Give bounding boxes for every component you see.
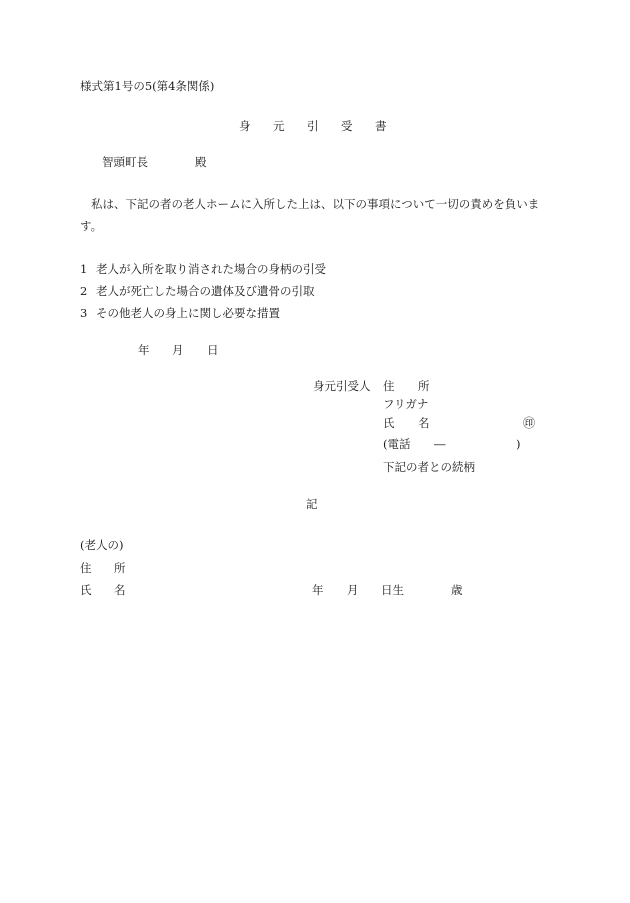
title-char: 引	[307, 119, 319, 133]
item-number: 3	[80, 306, 88, 320]
body-line: 私は、下記の者の老人ホームに入所した上は、以下の事項について一切の責めを負いま	[91, 197, 540, 211]
title-char: 書	[375, 119, 387, 133]
guarantor-relation: 下記の者との続柄	[383, 460, 475, 474]
date-year: 年	[138, 343, 150, 357]
guarantor-phone-dash: ―	[434, 437, 446, 451]
elder-address-char: 住	[80, 561, 92, 575]
form-number: 様式第1号の5(第4条関係)	[80, 79, 215, 93]
item-text: 老人が死亡した場合の遺体及び遺骨の引取	[96, 284, 315, 298]
guarantor-furigana: フリガナ	[383, 397, 429, 411]
elder-birth-month: 月	[347, 583, 359, 597]
elder-name-char: 名	[114, 583, 126, 597]
title-char: 身	[239, 119, 251, 133]
item-text: 老人が入所を取り消された場合の身柄の引受	[96, 262, 326, 276]
item-text: その他老人の身上に関し必要な措置	[96, 306, 280, 320]
guarantor-address-char: 所	[418, 379, 430, 393]
elder-address-char: 所	[114, 561, 126, 575]
guarantor-phone-close: )	[516, 437, 521, 451]
addressee-name: 智頭町長	[102, 155, 148, 169]
elder-birth-day: 日生	[381, 583, 404, 597]
guarantor-phone-open: (電話	[383, 437, 411, 451]
seal-mark: ㊞	[523, 416, 536, 430]
guarantor-name-char: 名	[418, 416, 430, 430]
title-char: 元	[273, 119, 285, 133]
item-number: 1	[80, 262, 88, 276]
addressee-honorific: 殿	[195, 155, 207, 169]
elder-age: 歳	[451, 583, 463, 597]
elder-label: (老人の)	[80, 538, 124, 552]
date-day: 日	[207, 343, 219, 357]
elder-name-char: 氏	[80, 583, 92, 597]
ki-heading: 記	[306, 497, 318, 511]
guarantor-address-char: 住	[383, 379, 395, 393]
date-month: 月	[172, 343, 184, 357]
guarantor-label: 身元引受人	[313, 379, 371, 393]
elder-birth-year: 年	[312, 583, 324, 597]
body-line: す。	[80, 219, 103, 233]
title-char: 受	[341, 119, 353, 133]
item-number: 2	[80, 284, 88, 298]
guarantor-name-char: 氏	[383, 416, 395, 430]
